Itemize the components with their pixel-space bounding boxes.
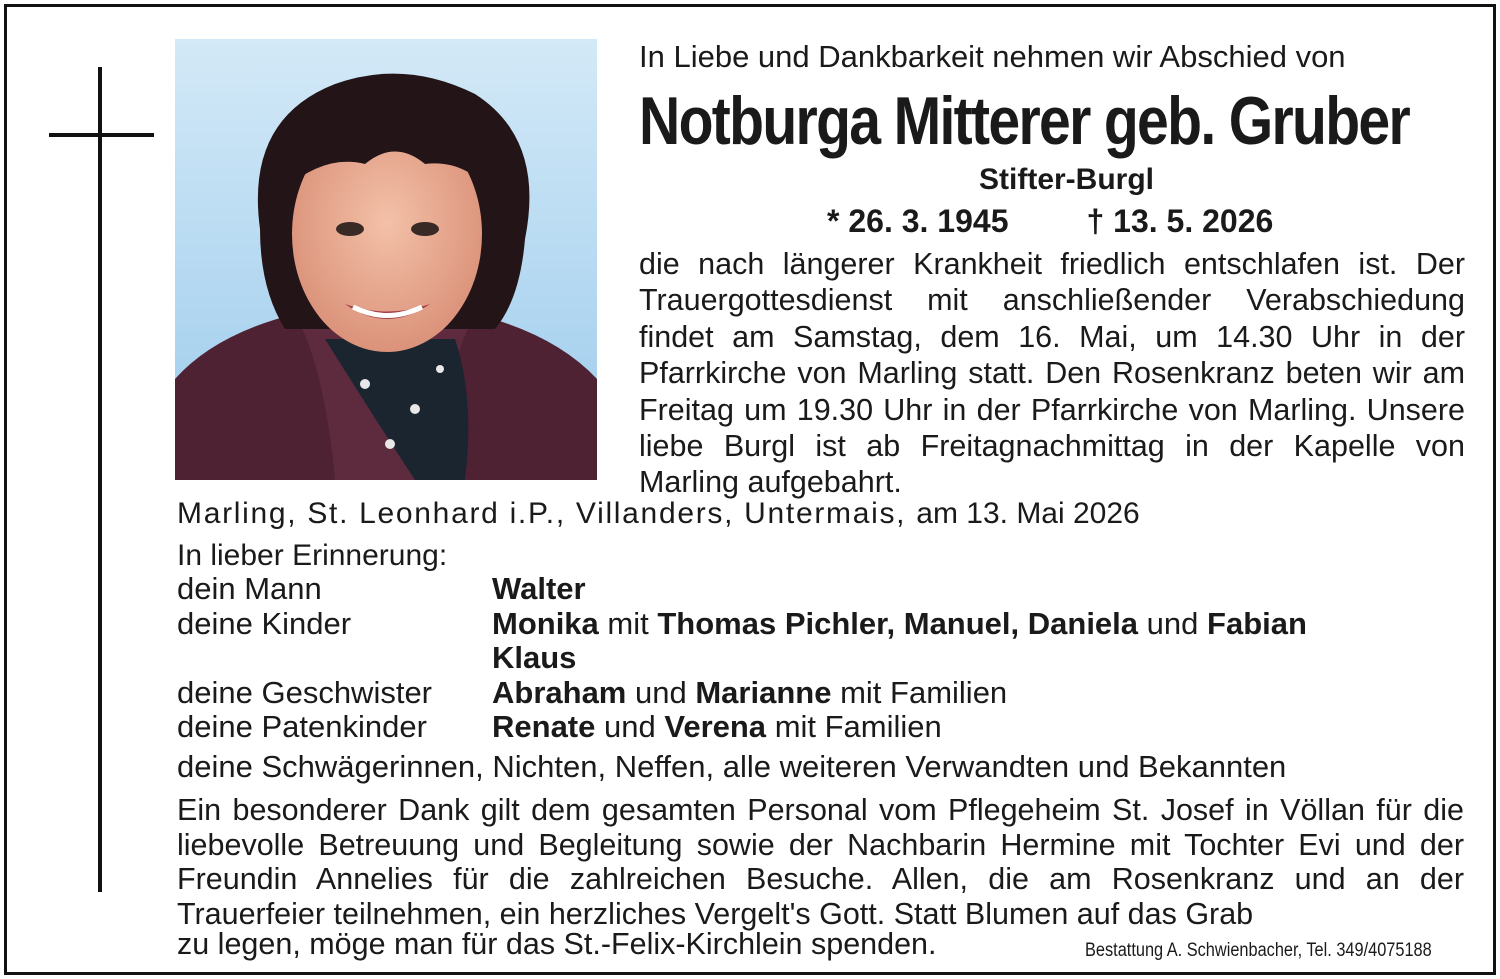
latin-cross-icon (98, 67, 102, 892)
connector: und (1146, 605, 1199, 641)
announcement-text: die nach längerer Krankheit friedlich entschlafen ist. Der Trauergottesdienst mit anschließender Verabschiedung findet am Samstag, dem 16. Mai, um 14.30 Uhr in der Pfarrkirche von Marling statt. Den Rosenkranz beten wir am Freitag um 19.30 Uhr in der Pfarrkirche von Marling. Unsere liebe Burgl ist ab Freitagnachmittag in der Kapelle von Marling aufgebahrt. (639, 247, 1465, 500)
relation-label: deine Geschwister (177, 674, 433, 710)
death-date: † 13. 5. 2026 (1086, 203, 1274, 239)
mourner-name: Verena (664, 709, 767, 744)
mourner-name: Fabian (1207, 605, 1307, 641)
thanks-last-line: zu legen, möge man für das St.-Felix-Kirchlein spenden. (177, 927, 937, 961)
memory-label: In lieber Erinnerung: (177, 539, 448, 572)
connector: mit (607, 605, 649, 641)
mourner-name: Abraham (492, 674, 627, 710)
obituary-card (4, 4, 1496, 975)
birth-date: * 26. 3. 1945 (827, 203, 1009, 239)
list-item (177, 710, 1477, 745)
list-item (177, 572, 1477, 607)
connector: und (604, 709, 656, 744)
connector: mit Familien (840, 674, 1008, 710)
undertaker-info: Bestattung A. Schwienbacher, Tel. 349/4075188 (1085, 940, 1432, 961)
life-dates (827, 203, 1273, 240)
deceased-name: Notburga Mitterer geb. Gruber (639, 83, 1410, 159)
extended-family: deine Schwägerinnen, Nichten, Neffen, alle weiteren Verwandten und Bekannten (177, 749, 1287, 784)
connector: und (635, 674, 687, 710)
mourner-name: Marianne (695, 674, 832, 710)
mourner-name: Monika (492, 605, 599, 641)
relation-label: deine Patenkinder (177, 709, 427, 744)
latin-cross-icon-bar (49, 133, 154, 137)
list-item (177, 641, 1477, 676)
places-line (177, 497, 1140, 531)
mourner-name: Thomas Pichler, Manuel, Daniela (657, 605, 1139, 641)
relation-label: deine Kinder (177, 605, 352, 641)
thanks-text: Ein besonderer Dank gilt dem gesamten Personal vom Pflegeheim St. Josef in Völlan für die liebevolle Betreuung und Begleitung sowie der Nachbarin Hermine mit Tochter Evi und der Freundin Annelies für die zahlreichen Besuche. Allen, die am Rosenkranz und an der Trauerfeier teilnehmen, ein herzliches Vergelt's Gott. Statt Blumen auf das Grab (177, 793, 1464, 931)
place-date: am 13. Mai 2026 (916, 497, 1140, 530)
places: Marling, St. Leonhard i.P., Villanders, Untermais, (177, 497, 907, 530)
list-item (177, 676, 1477, 711)
list-item (177, 607, 1477, 642)
mourners-list (177, 572, 1477, 745)
nickname: Stifter-Burgl (979, 163, 1154, 196)
mourner-name: Walter (492, 571, 586, 606)
mourner-name: Klaus (492, 640, 577, 675)
mourner-name: Renate (492, 709, 596, 744)
portrait-photo (175, 39, 597, 480)
relation-label: dein Mann (177, 571, 322, 606)
intro-line: In Liebe und Dankbarkeit nehmen wir Abschied von (639, 39, 1346, 74)
connector: mit Familien (774, 709, 942, 744)
